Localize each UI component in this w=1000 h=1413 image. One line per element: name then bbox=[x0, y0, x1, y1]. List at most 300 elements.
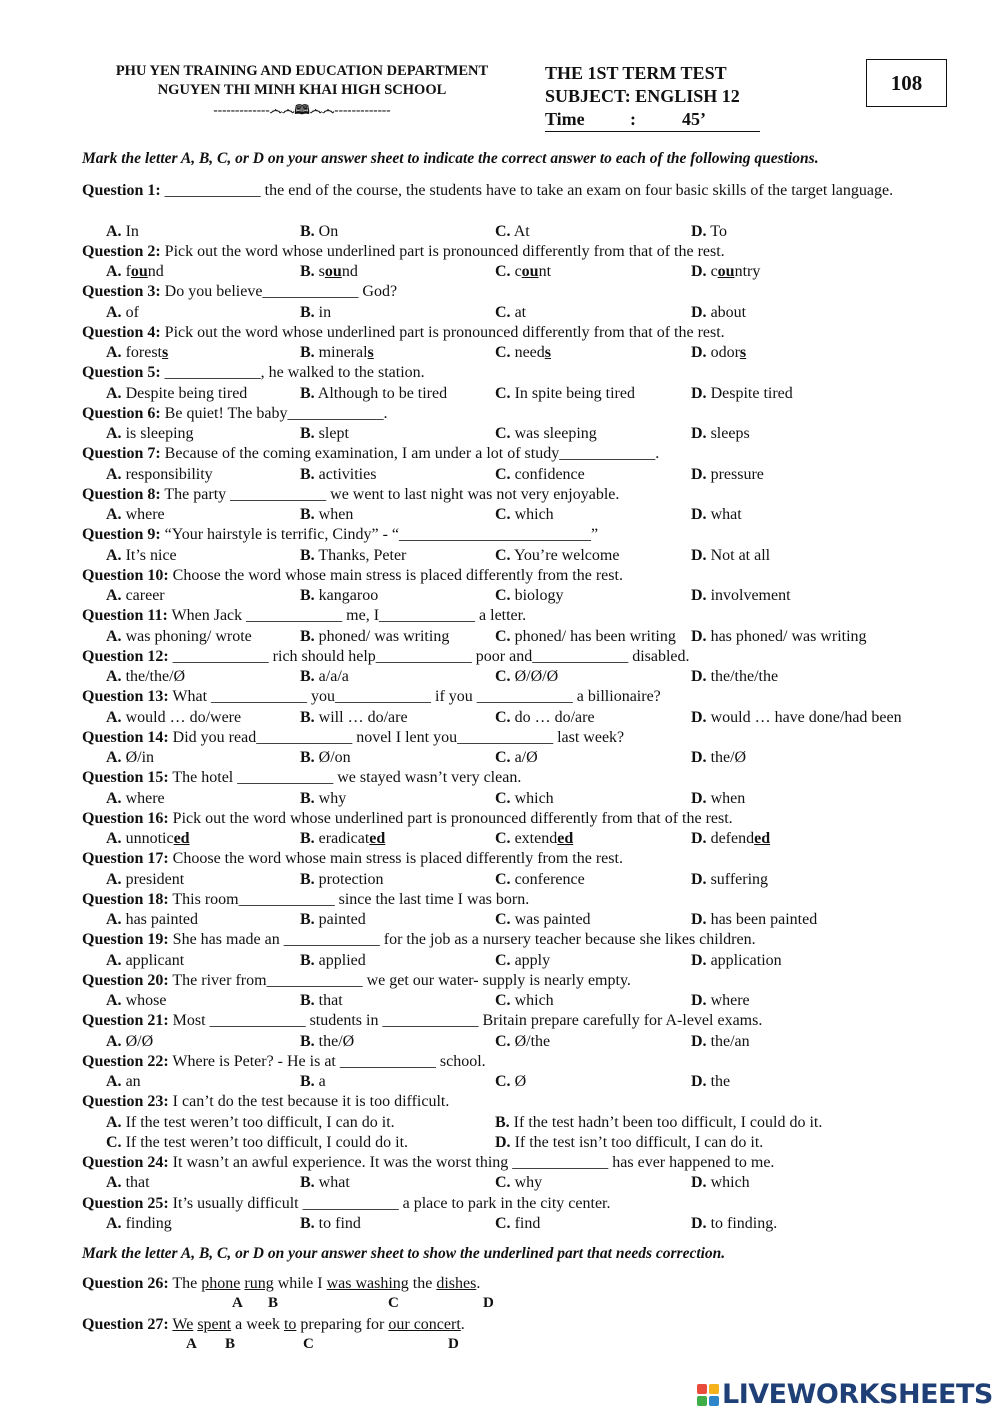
option-text: in bbox=[318, 303, 332, 321]
question-text: Do you believe____________ God? bbox=[160, 283, 398, 301]
answer-option[interactable] bbox=[495, 789, 554, 809]
question-text: Be quiet! The baby____________. bbox=[160, 404, 388, 422]
option-text: Ø/the bbox=[514, 1032, 551, 1050]
option-letter: C. bbox=[495, 789, 511, 807]
answer-option[interactable] bbox=[300, 546, 406, 566]
question-stem bbox=[82, 1011, 947, 1031]
option-text: a/a/a bbox=[318, 668, 349, 685]
option-text: suffering bbox=[710, 870, 769, 888]
option-text-pre: f bbox=[125, 263, 131, 280]
answer-option[interactable] bbox=[495, 384, 635, 404]
option-text: pressure bbox=[710, 465, 764, 483]
answer-option[interactable] bbox=[106, 303, 139, 323]
answer-option[interactable] bbox=[106, 789, 165, 809]
answer-option[interactable] bbox=[691, 505, 742, 525]
answer-option[interactable] bbox=[106, 262, 164, 282]
answer-option[interactable] bbox=[691, 667, 778, 687]
answer-option[interactable] bbox=[495, 748, 538, 768]
answer-option[interactable] bbox=[300, 262, 358, 282]
answer-option[interactable] bbox=[691, 546, 770, 566]
time-colon: : bbox=[630, 109, 636, 129]
option-text: Ø/Ø bbox=[125, 1032, 154, 1050]
option-text: Despite being tired bbox=[125, 384, 248, 402]
option-letter: B. bbox=[300, 1073, 315, 1090]
answer-option[interactable] bbox=[691, 627, 867, 647]
question-text: Most ____________ students in ____________ Britain prepare carefully for A-level exams. bbox=[168, 1012, 763, 1030]
question-label: Question 12: bbox=[82, 647, 169, 665]
question-label: Question 25: bbox=[82, 1194, 169, 1212]
option-letter: C. bbox=[495, 1032, 511, 1050]
option-letter: C. bbox=[495, 1174, 511, 1192]
option-row bbox=[82, 1133, 947, 1153]
option-letter: B. bbox=[300, 870, 315, 888]
option-text: applicant bbox=[125, 951, 185, 969]
answer-option[interactable] bbox=[106, 951, 184, 971]
question-text: When Jack ____________ me, I____________ a letter. bbox=[167, 607, 527, 625]
option-letter: C. bbox=[495, 627, 511, 645]
option-text: biology bbox=[514, 587, 564, 604]
answer-option[interactable] bbox=[106, 505, 165, 525]
option-text: Thanks, Peter bbox=[318, 546, 407, 564]
answer-option[interactable] bbox=[691, 789, 745, 809]
question-text: Where is Peter? - He is at ____________ school. bbox=[168, 1052, 486, 1070]
underlined-part[interactable]: dishes bbox=[436, 1275, 477, 1292]
answer-option[interactable] bbox=[106, 586, 165, 606]
underlined-part[interactable]: to bbox=[283, 1316, 297, 1333]
answer-option[interactable] bbox=[300, 667, 349, 687]
option-row bbox=[82, 343, 947, 363]
answer-option[interactable] bbox=[106, 1214, 172, 1234]
question-text: Choose the word whose main stress is placed differently from the rest. bbox=[168, 850, 623, 868]
question-stem bbox=[82, 687, 947, 707]
option-letter: D. bbox=[691, 344, 707, 361]
question-label: Question 1: bbox=[82, 182, 161, 199]
option-row bbox=[82, 789, 947, 809]
option-text: To bbox=[710, 222, 727, 240]
answer-option[interactable] bbox=[495, 1214, 540, 1234]
option-row bbox=[82, 586, 947, 606]
option-letter: D. bbox=[691, 668, 707, 685]
answer-option[interactable] bbox=[300, 870, 384, 890]
option-text: has phoned/ was writing bbox=[710, 627, 867, 645]
answer-option[interactable] bbox=[300, 303, 331, 323]
option-letter: C. bbox=[495, 303, 511, 321]
question-text: I can’t do the test because it is too difficult. bbox=[168, 1093, 450, 1111]
option-letter: C. bbox=[495, 384, 511, 402]
question-label: Question 23: bbox=[82, 1093, 169, 1111]
answer-option[interactable] bbox=[495, 222, 530, 242]
answer-option[interactable] bbox=[300, 910, 366, 930]
option-text: applied bbox=[318, 951, 366, 969]
correction-sentence bbox=[82, 1275, 480, 1293]
answer-option[interactable] bbox=[495, 303, 526, 323]
option-text: Ø/Ø/Ø bbox=[514, 668, 559, 685]
option-text: why bbox=[318, 789, 347, 807]
logo-square bbox=[709, 1396, 719, 1406]
answer-option[interactable] bbox=[495, 424, 597, 444]
option-row bbox=[82, 748, 947, 768]
answer-option[interactable] bbox=[106, 708, 241, 728]
option-text: would … do/were bbox=[125, 708, 242, 726]
answer-option[interactable] bbox=[691, 465, 764, 485]
answer-option[interactable] bbox=[106, 627, 252, 647]
option-letter: A. bbox=[106, 951, 122, 969]
question-text: This room____________ since the last time I was born. bbox=[168, 890, 530, 908]
answer-option[interactable] bbox=[495, 910, 591, 930]
answer-option[interactable] bbox=[300, 1173, 350, 1193]
question-label: Question 26: bbox=[82, 1275, 169, 1292]
question-stem bbox=[82, 363, 947, 383]
option-text: about bbox=[710, 303, 747, 321]
option-text: the bbox=[710, 1073, 731, 1090]
question-stem bbox=[82, 525, 947, 545]
question-text: What ____________ you____________ if you ____________ a billionaire? bbox=[168, 688, 661, 706]
question-label: Question 7: bbox=[82, 445, 161, 463]
time-label: Time bbox=[545, 109, 585, 129]
answer-option[interactable] bbox=[691, 1072, 730, 1092]
option-text: painted bbox=[318, 911, 366, 928]
question-label: Question 4: bbox=[82, 323, 161, 341]
option-text-pre: need bbox=[514, 344, 545, 361]
answer-option[interactable] bbox=[300, 789, 346, 809]
question-label: Question 21: bbox=[82, 1012, 169, 1030]
question-label: Question 2: bbox=[82, 242, 161, 260]
answer-option[interactable] bbox=[495, 627, 676, 647]
option-underlined-part: s bbox=[739, 344, 747, 361]
option-text: involvement bbox=[710, 587, 791, 604]
question-text: ____________ rich should help____________ poor and____________ disabled. bbox=[168, 647, 690, 665]
option-text: the/the/Ø bbox=[125, 668, 186, 685]
answer-option[interactable] bbox=[300, 991, 343, 1011]
option-text: the/Ø bbox=[318, 1032, 355, 1050]
answer-option[interactable] bbox=[495, 667, 558, 687]
option-letter: B. bbox=[300, 587, 315, 604]
answer-option[interactable] bbox=[495, 343, 551, 363]
option-text: was phoning/ wrote bbox=[125, 627, 252, 645]
answer-option[interactable] bbox=[495, 1032, 550, 1052]
option-letter: A. bbox=[106, 587, 122, 604]
option-letter: B. bbox=[300, 1032, 315, 1050]
answer-option[interactable] bbox=[106, 829, 190, 849]
answer-option[interactable] bbox=[106, 546, 177, 566]
answer-option[interactable] bbox=[691, 951, 782, 971]
answer-option[interactable] bbox=[691, 748, 746, 768]
answer-option[interactable] bbox=[691, 384, 793, 404]
answer-option[interactable] bbox=[691, 910, 817, 930]
answer-option[interactable] bbox=[300, 384, 447, 404]
answer-option[interactable] bbox=[495, 262, 551, 282]
question-stem bbox=[82, 849, 947, 869]
answer-option[interactable] bbox=[495, 829, 573, 849]
option-underlined-part: s bbox=[162, 344, 169, 361]
option-letter: C. bbox=[495, 749, 511, 766]
answer-option[interactable] bbox=[691, 1214, 777, 1234]
answer-option[interactable] bbox=[106, 1113, 395, 1133]
option-letter: C. bbox=[495, 465, 511, 483]
option-letter: B. bbox=[300, 830, 315, 847]
underline-mark-label: C bbox=[303, 1336, 314, 1352]
option-text-pre: c bbox=[710, 263, 718, 280]
question-stem bbox=[82, 566, 947, 586]
answer-option[interactable] bbox=[106, 1133, 408, 1153]
underline-mark-label: C bbox=[388, 1295, 399, 1311]
answer-option[interactable] bbox=[300, 1214, 361, 1234]
option-text: where bbox=[125, 506, 165, 523]
question-label: Question 8: bbox=[82, 485, 161, 503]
option-letter: C. bbox=[495, 911, 511, 928]
correction-sentence bbox=[82, 1316, 465, 1334]
answer-option[interactable] bbox=[495, 505, 554, 525]
department-name: PHU YEN TRAINING AND EDUCATION DEPARTMENT bbox=[115, 63, 489, 79]
option-letter: B. bbox=[300, 465, 315, 483]
answer-option[interactable] bbox=[691, 829, 770, 849]
answer-option[interactable] bbox=[300, 222, 338, 242]
option-row bbox=[82, 910, 947, 930]
option-text: Not at all bbox=[710, 546, 771, 564]
option-underlined-part: ed bbox=[754, 830, 771, 847]
answer-option[interactable] bbox=[691, 586, 791, 606]
option-letter: B. bbox=[300, 1214, 315, 1232]
question-stem bbox=[82, 282, 947, 302]
answer-option[interactable] bbox=[106, 910, 198, 930]
option-letter: D. bbox=[691, 303, 707, 321]
underline-mark-label: D bbox=[448, 1336, 459, 1352]
answer-option[interactable] bbox=[691, 708, 902, 728]
answer-option[interactable] bbox=[300, 627, 449, 647]
underlined-part[interactable]: phone bbox=[201, 1275, 241, 1292]
answer-option[interactable] bbox=[691, 343, 746, 363]
option-text: where bbox=[710, 992, 750, 1009]
underlined-part[interactable]: We bbox=[172, 1316, 194, 1333]
answer-option[interactable] bbox=[106, 1173, 150, 1193]
question-stem bbox=[82, 606, 947, 626]
question-text: Because of the coming examination, I am under a lot of study____________. bbox=[160, 445, 660, 463]
question-text: ____________ the end of the course, the students have to take an exam on four basic skills of the target language. bbox=[160, 182, 894, 199]
option-row bbox=[82, 424, 947, 444]
option-letter: D. bbox=[691, 749, 707, 766]
question-label: Question 5: bbox=[82, 364, 161, 382]
option-text: If the test hadn’t been too difficult, I could do it. bbox=[513, 1113, 823, 1131]
answer-option[interactable] bbox=[300, 829, 385, 849]
option-text: to find bbox=[318, 1214, 361, 1232]
option-letter: B. bbox=[495, 1113, 510, 1131]
option-text-post: nd bbox=[147, 263, 164, 280]
answer-option[interactable] bbox=[300, 586, 378, 606]
question-text: The party ____________ we went to last night was not very enjoyable. bbox=[160, 485, 620, 503]
answer-option[interactable] bbox=[106, 465, 213, 485]
question-label: Question 15: bbox=[82, 769, 169, 787]
answer-option[interactable] bbox=[495, 1133, 763, 1153]
option-text: activities bbox=[318, 465, 377, 483]
underlined-part[interactable]: our concert bbox=[388, 1316, 461, 1333]
answer-option[interactable] bbox=[300, 708, 408, 728]
option-letter: D. bbox=[691, 1174, 707, 1192]
option-text: why bbox=[514, 1174, 543, 1192]
answer-option[interactable] bbox=[691, 870, 768, 890]
option-text: kangaroo bbox=[318, 587, 379, 604]
option-text-pre: extend bbox=[514, 830, 558, 847]
option-letter: B. bbox=[300, 222, 315, 240]
option-text: sleeps bbox=[710, 425, 750, 442]
option-letter: D. bbox=[691, 222, 707, 240]
answer-option[interactable] bbox=[495, 546, 619, 566]
option-text: Despite tired bbox=[710, 384, 793, 402]
answer-option[interactable] bbox=[106, 748, 154, 768]
option-letter: B. bbox=[300, 1174, 315, 1192]
option-text-pre: defend bbox=[710, 830, 755, 847]
question-stem bbox=[82, 404, 947, 424]
option-letter: C. bbox=[495, 708, 511, 726]
sentence-text: the bbox=[408, 1275, 437, 1292]
answer-option[interactable] bbox=[106, 1032, 153, 1052]
option-row bbox=[82, 505, 947, 525]
option-text: responsibility bbox=[125, 465, 213, 483]
option-letter: D. bbox=[691, 1073, 707, 1090]
answer-option[interactable] bbox=[495, 708, 595, 728]
question-stem bbox=[82, 930, 947, 950]
option-letter: C. bbox=[495, 1073, 511, 1090]
option-letter: A. bbox=[106, 263, 122, 280]
answer-option[interactable] bbox=[495, 586, 563, 606]
option-text: In spite being tired bbox=[514, 384, 635, 402]
option-letter: B. bbox=[300, 506, 315, 523]
answer-option[interactable] bbox=[691, 424, 750, 444]
question-text: She has made an ____________ for the job as a nursery teacher because she likes children. bbox=[168, 931, 756, 949]
answer-option[interactable] bbox=[106, 991, 166, 1011]
answer-option[interactable] bbox=[106, 1072, 141, 1092]
underlined-part[interactable]: spent bbox=[197, 1316, 232, 1333]
answer-option[interactable] bbox=[495, 991, 554, 1011]
answer-option[interactable] bbox=[106, 667, 185, 687]
option-underlined-part: s bbox=[367, 344, 374, 361]
option-letter: A. bbox=[106, 1032, 122, 1050]
option-text: Ø bbox=[514, 1073, 527, 1090]
option-letter: A. bbox=[106, 303, 122, 321]
underlined-part[interactable]: was washing bbox=[326, 1275, 409, 1292]
answer-option[interactable] bbox=[300, 505, 353, 525]
question-text: The hotel ____________ we stayed wasn’t very clean. bbox=[168, 769, 522, 787]
answer-option[interactable] bbox=[300, 1032, 354, 1052]
answer-option[interactable] bbox=[691, 262, 760, 282]
option-letter: D. bbox=[691, 506, 707, 523]
question-label: Question 24: bbox=[82, 1154, 169, 1171]
option-letter: B. bbox=[300, 749, 315, 766]
answer-option[interactable] bbox=[691, 991, 750, 1011]
watermark-text: LIVEWORKSHEETS bbox=[722, 1379, 993, 1410]
option-text: was sleeping bbox=[514, 425, 597, 442]
underline-mark-label: D bbox=[483, 1295, 494, 1311]
option-row bbox=[82, 465, 947, 485]
option-row bbox=[82, 991, 947, 1011]
answer-option[interactable] bbox=[300, 748, 351, 768]
option-text: an bbox=[125, 1073, 141, 1090]
option-letter: A. bbox=[106, 1214, 122, 1232]
answer-option[interactable] bbox=[106, 384, 247, 404]
option-letter: A. bbox=[106, 1113, 122, 1131]
option-letter: D. bbox=[691, 830, 707, 847]
option-letter: A. bbox=[106, 425, 122, 442]
option-text: a bbox=[318, 1073, 326, 1090]
option-text-post: nd bbox=[341, 263, 358, 280]
answer-option[interactable] bbox=[691, 303, 746, 323]
option-letter: A. bbox=[106, 708, 122, 726]
underline-mark-label: B bbox=[225, 1336, 236, 1352]
answer-option[interactable] bbox=[300, 343, 374, 363]
sentence-text: a week bbox=[231, 1316, 284, 1333]
answer-option[interactable] bbox=[300, 465, 376, 485]
answer-option[interactable] bbox=[106, 343, 168, 363]
question-text: Choose the word whose main stress is placed differently from the rest. bbox=[168, 566, 623, 584]
sentence-text: . bbox=[476, 1275, 481, 1292]
question-label: Question 3: bbox=[82, 283, 161, 301]
question-text: The river from____________ we get our water- supply is nearly empty. bbox=[168, 971, 631, 989]
underlined-part[interactable]: rung bbox=[244, 1275, 274, 1292]
option-letter: D. bbox=[495, 1133, 511, 1151]
option-letter: A. bbox=[106, 749, 122, 766]
option-text: the/an bbox=[710, 1032, 750, 1050]
answer-option[interactable] bbox=[495, 1072, 526, 1092]
answer-option[interactable] bbox=[495, 1113, 822, 1133]
question-label: Question 19: bbox=[82, 931, 169, 949]
option-letter: D. bbox=[691, 992, 707, 1009]
answer-option[interactable] bbox=[106, 870, 184, 890]
answer-option[interactable] bbox=[691, 222, 727, 242]
option-text: that bbox=[125, 1174, 150, 1192]
option-letter: C. bbox=[495, 870, 511, 888]
answer-option[interactable] bbox=[495, 1173, 542, 1193]
option-text: In bbox=[125, 222, 139, 240]
question-stem bbox=[82, 768, 947, 788]
option-text-pre: s bbox=[318, 263, 325, 280]
option-row bbox=[82, 303, 947, 323]
option-letter: C. bbox=[495, 425, 511, 442]
answer-option[interactable] bbox=[300, 951, 366, 971]
answer-option[interactable] bbox=[691, 1173, 750, 1193]
option-underlined-part: ed bbox=[557, 830, 574, 847]
logo-square bbox=[709, 1384, 719, 1394]
sentence-text: while I bbox=[273, 1275, 327, 1292]
question-stem bbox=[82, 242, 947, 262]
option-text-pre: eradicat bbox=[318, 830, 370, 847]
question-stem bbox=[82, 444, 947, 464]
answer-option[interactable] bbox=[691, 1032, 750, 1052]
question-stem bbox=[82, 1052, 947, 1072]
school-header bbox=[82, 62, 522, 119]
answer-option[interactable] bbox=[495, 465, 585, 485]
option-letter: C. bbox=[495, 546, 511, 564]
instruction-part2: Mark the letter A, B, C, or D on your answer sheet to show the underlined part that needs correction. bbox=[82, 1245, 726, 1262]
option-text: the/Ø bbox=[710, 749, 747, 766]
option-text: find bbox=[514, 1214, 541, 1232]
option-letter: C. bbox=[495, 668, 511, 685]
option-row bbox=[82, 1113, 947, 1133]
answer-option[interactable] bbox=[300, 1072, 326, 1092]
question-stem bbox=[82, 647, 947, 667]
option-text: which bbox=[514, 789, 554, 807]
option-letter: D. bbox=[691, 708, 707, 726]
option-text: when bbox=[318, 506, 354, 523]
answer-option[interactable] bbox=[106, 222, 139, 242]
question-label: Question 14: bbox=[82, 728, 169, 746]
answer-option[interactable] bbox=[106, 424, 194, 444]
option-letter: B. bbox=[300, 425, 315, 442]
option-letter: A. bbox=[106, 668, 122, 685]
answer-option[interactable] bbox=[495, 870, 585, 890]
question-stem bbox=[82, 1153, 947, 1173]
option-letter: A. bbox=[106, 465, 122, 483]
answer-option[interactable] bbox=[300, 424, 349, 444]
answer-option[interactable] bbox=[495, 951, 550, 971]
